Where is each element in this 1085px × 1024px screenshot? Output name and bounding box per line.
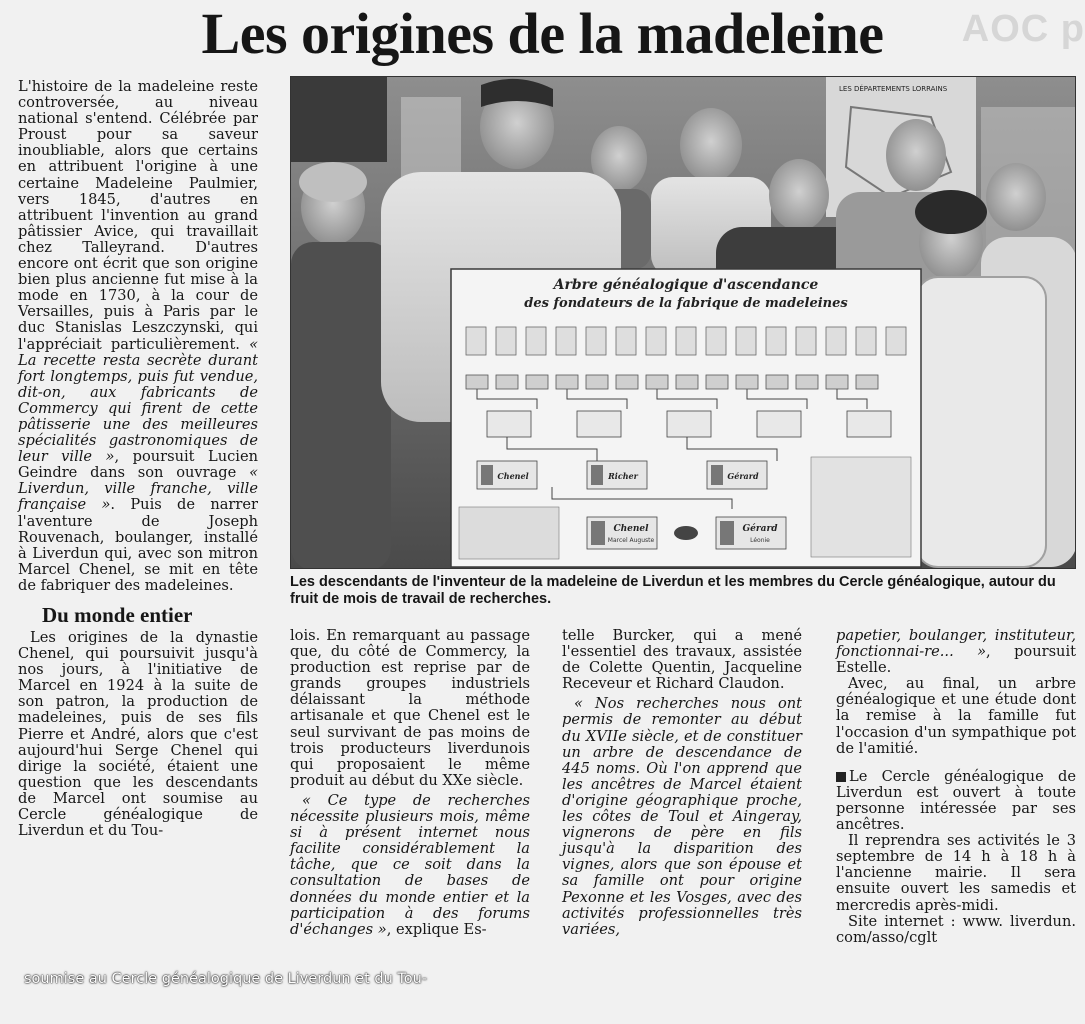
article-column-3 (562, 628, 802, 938)
tree-name-2: Richer (608, 471, 638, 481)
article-photo (290, 76, 1076, 569)
col2-attribution: , explique Es- (386, 920, 487, 938)
col1-text-intro: L'histoire de la madeleine reste controversée, au niveau national s'entend. Célébrée par Proust pour sa saveur inoubliable, alors que certains en attribuent l'origine à une certaine Madeleine Paulmier, vers 1845, d'autres en attribuent l'invention au grand pâtissier Avice, qui travaillait chez Talleyrand. D'autres encore ont écrit que son origine bien plus ancienne fut mise à la mode en 1730, à la cour de Versailles, puis à Paris par le duc Stanislas Leszczynski, qui l'appréciait particulièrement. (18, 78, 258, 353)
col3-quote: « Nos recherches nous ont permis de remonter au début du XVIIe siècle, et de constituer un arbre de descendance de 445 noms. Où l'on apprend que les ancêtres de Marcel étaient d'origine géographique proche, les côtes de Toul et Aingeray, vignerons de père en fils jusqu'à la disparition des vignes, alors que son épouse et sa famille ont pour origine Pexonne et les Vosges, avec des activités professionnelles très variées, (562, 695, 802, 938)
square-bullet-icon (836, 772, 846, 782)
tree-name-3: Gérard (727, 471, 759, 481)
col1-text-attribution: , poursuit Lucien Geindre dans son ouvrage (18, 448, 258, 482)
col2-paragraph-1: lois. En remarquant au passage que, du côté de Commercy, la production est reprise par de grands groupes industriels délaissant la méthode artisanale et que Chenel est le seul survivant de pas moins de trois producteurs liverdunois qui proposaient le même produit au début du XXe siècle. (290, 627, 530, 789)
article-column-1 (18, 79, 258, 839)
col3-paragraph-1: telle Burcker, qui a mené l'essentiel des travaux, assistée de Colette Quentin, Jacqueline Receveur et Richard Claudon. (562, 627, 802, 693)
article-column-2 (290, 628, 530, 938)
col1-paragraph-2: Les origines de la dynastie Chenel, qui poursuivit jusqu'à nos jours, à l'initiative de Marcel en 1924 à la suite de son patron, la production de madeleines, puis de ses fils Pierre et André, alors que c'est aujourd'hui Serge Chenel qui dirige la société, étaient une question que les descendants de Marcel ont soumise au Cercle généalogique de Liverdun et du Tou- (18, 629, 258, 840)
tree-name-4: Chenel (613, 524, 649, 534)
adjacent-article-ghost-text: AOC p (961, 8, 1085, 50)
article-column-4 (836, 628, 1076, 946)
col3-paragraph-2 (562, 696, 802, 937)
col4-paragraph-4: Il reprendra ses activités le 3 septembre de 14 h à 18 h à l'ancienne mairie. Il sera ensuite ouvert les samedis et mercredis après-midi. (836, 832, 1076, 914)
overlay-caption-text: soumise au Cercle généalogique de Liverdun et du Tou- (24, 971, 428, 987)
col1-paragraph-1 (18, 79, 258, 594)
col2-quote: « Ce type de recherches nécessite plusieurs mois, même si à présent internet nous facilite considérablement la tâche, que ce soit dans la consultation de bases de données du monde entier et la participation à des forums d'échanges » (290, 791, 530, 938)
col4-paragraph-5: Site internet : www. liverdun. com/asso/cglt (836, 912, 1076, 946)
col4-quote: papetier, boulanger, instituteur, fonctionnai-re... » (836, 627, 1076, 661)
subheading-du-monde-entier: Du monde entier (42, 603, 193, 627)
col4-paragraph-2: Avec, au final, un arbre généalogique et une étude dont la remise à la famille fut l'occasion d'un sympathique pot de l'amitié. (836, 675, 1076, 757)
tree-row-1 (466, 327, 906, 355)
page-title: Les origines de la madeleine (201, 1, 884, 66)
tree-row-4 (477, 461, 767, 489)
photo-caption: Les descendants de l'inventeur de la madeleine de Liverdun et les membres du Cercle généalogique, autour du fruit de mois de travail de recherches. (290, 574, 1056, 607)
col4-info-text: Le Cercle généalogique de Liverdun est ouvert à toute personne intéressée par ses ancêtres. (836, 767, 1076, 834)
wall-map-label: LES DÉPARTEMENTS LORRAINS (839, 85, 948, 93)
genealogy-board (451, 269, 921, 567)
col1-text-story: . Puis de narrer l'aventure de Joseph Rouvenach, boulanger, installé à Liverdun qui, avec son mitron Marcel Chenel, se mit en tête de fabriquer des madeleines. (18, 496, 258, 594)
tree-subname-4: Marcel Auguste (607, 537, 655, 544)
col4-paragraph-3 (836, 769, 1076, 833)
col2-paragraph-2 (290, 793, 530, 938)
board-title-1: Arbre généalogique d'ascendance (553, 277, 819, 293)
tree-name-5: Gérard (742, 524, 778, 534)
col1-book-title: « Liverdun, ville franche, ville française » (18, 464, 258, 514)
col4-attribution: , poursuit Estelle. (836, 643, 1076, 677)
tree-subname-5: Léonie (750, 537, 770, 544)
group-photo-illustration (291, 77, 1076, 569)
col1-quote: « La recette resta secrète durant fort longtemps, puis fut vendue, dit-on, aux fabricants de Commercy qui firent de cette pâtisserie une des meilleures spécialités gastronomiques de leur ville » (18, 335, 258, 466)
col4-paragraph-1 (836, 628, 1076, 676)
tree-name-1: Chenel (497, 471, 529, 481)
board-title-2: des fondateurs de la fabrique de madeleines (524, 296, 848, 311)
